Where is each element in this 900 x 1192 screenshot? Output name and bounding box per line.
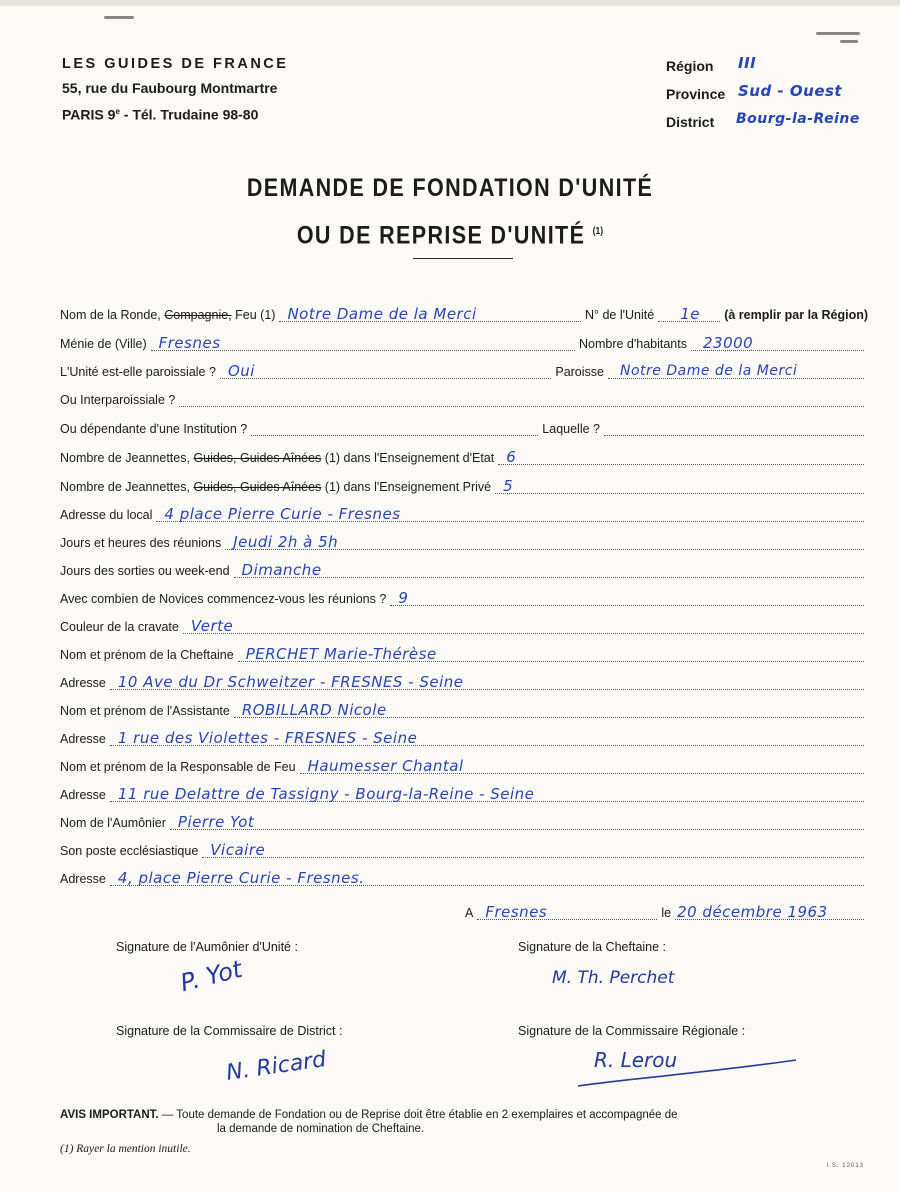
place-label: A (465, 906, 474, 920)
province-label: Province (666, 86, 726, 102)
form-title-line-2 (63, 210, 837, 257)
form-title-note: (1) (592, 226, 604, 237)
row-responsable (60, 752, 868, 774)
assistante-adresse-field[interactable] (110, 731, 864, 746)
novices-value: 9 (398, 589, 409, 607)
row-institution (60, 414, 868, 436)
prive-value: 5 (503, 477, 514, 495)
district-label: District (666, 114, 715, 130)
footnote: (1) Rayer la mention inutile. (60, 1143, 191, 1155)
sig-aumonier: P. Yot (177, 954, 246, 998)
paroisse-value: Notre Dame de la Merci (620, 363, 798, 379)
row-enseignement-etat (60, 443, 868, 465)
row-menie (60, 329, 868, 351)
row-aumonier-adresse (60, 864, 868, 886)
region-value[interactable]: III (738, 54, 757, 72)
org-city-phone (62, 100, 288, 127)
paroissiale-value: Oui (227, 362, 255, 380)
paper-top-edge (0, 0, 900, 6)
nom-ronde-field[interactable] (279, 307, 581, 322)
region-row (666, 52, 757, 80)
org-city-sup: e (115, 107, 120, 116)
sig-commissaire-regionale: R. Lerou (594, 1048, 678, 1072)
prive-label: Nombre de Jeannettes, Guides, Guides Aînées (1) dans l'Enseignement Privé (60, 480, 492, 494)
menie-value: Fresnes (158, 334, 221, 352)
province-row (666, 80, 843, 108)
local-label: Adresse du local (60, 508, 153, 522)
aumonier-label: Nom de l'Aumônier (60, 816, 166, 830)
avis-line-1 (60, 1108, 868, 1122)
form-title-line-1: DEMANDE DE FONDATION D'UNITÉ (246, 174, 654, 202)
sorties-field[interactable] (234, 563, 864, 578)
etat-label: Nombre de Jeannettes, Guides, Guides Aînées (1) dans l'Enseignement d'Etat (60, 451, 495, 465)
avis-head: AVIS IMPORTANT. (60, 1109, 159, 1121)
row-poste (60, 836, 868, 858)
reunions-value: Jeudi 2h à 5h (233, 533, 339, 551)
laquelle-label: Laquelle ? (542, 422, 600, 436)
cravate-value: Verte (190, 617, 234, 635)
sig-commissaire-district-label: Signature de la Commissaire de District : (116, 1024, 343, 1038)
org-name: LES GUIDES DE FRANCE (62, 56, 289, 72)
staple-mark-right (816, 32, 860, 35)
region-label: Région (666, 58, 714, 74)
row-novices (60, 584, 868, 606)
avis-important (60, 1108, 868, 1136)
cheftaine-value: PERCHET Marie-Thérèse (245, 645, 437, 663)
numero-note: (à remplir par la Région) (724, 308, 868, 322)
row-assistante-adresse (60, 724, 868, 746)
aumonier-value: Pierre Yot (177, 813, 255, 831)
reunions-field[interactable] (225, 535, 864, 550)
reunions-label: Jours et heures des réunions (60, 536, 222, 550)
row-place-date (465, 898, 868, 920)
sig-flourish (574, 1056, 800, 1092)
prive-field[interactable] (495, 479, 864, 494)
row-cravate (60, 612, 868, 634)
numero-field[interactable] (658, 307, 720, 322)
row-nom-ronde (60, 300, 868, 322)
institution-label: Ou dépendante d'une Institution ? (60, 422, 248, 436)
district-row (666, 108, 860, 136)
etat-field[interactable] (498, 450, 864, 465)
aumonier-adresse-field[interactable] (110, 871, 864, 886)
paroisse-field[interactable] (608, 364, 864, 379)
menie-label: Ménie de (Ville) (60, 337, 147, 351)
assistante-adresse-value: 1 rue des Violettes - FRESNES - Seine (117, 729, 418, 747)
row-cheftaine (60, 640, 868, 662)
region-block (666, 52, 860, 136)
row-responsable-adresse (60, 780, 868, 802)
sig-cheftaine: M. Th. Perchet (552, 968, 675, 988)
cravate-field[interactable] (183, 619, 864, 634)
sorties-value: Dimanche (241, 561, 322, 579)
avis-text-2: la demande de nomination de Cheftaine. (217, 1123, 425, 1135)
sig-aumonier-label: Signature de l'Aumônier d'Unité : (116, 940, 298, 954)
responsable-adresse-value: 11 rue Delattre de Tassigny - Bourg-la-Reine - Seine (117, 785, 535, 803)
menie-field[interactable] (151, 336, 575, 351)
habitants-label: Nombre d'habitants (578, 337, 687, 351)
novices-label: Avec combien de Novices commencez-vous les réunions ? (60, 592, 387, 606)
poste-value: Vicaire (210, 841, 266, 859)
assistante-adresse-label: Adresse (60, 732, 106, 746)
row-reunions (60, 528, 868, 550)
row-sorties (60, 556, 868, 578)
sig-cheftaine-label: Signature de la Cheftaine : (518, 940, 667, 954)
local-value: 4 place Pierre Curie - Fresnes (164, 505, 401, 523)
poste-label: Son poste ecclésiastique (60, 844, 199, 858)
assistante-label: Nom et prénom de l'Assistante (60, 704, 230, 718)
date-field[interactable] (675, 905, 864, 920)
interparoissiale-field[interactable] (179, 392, 864, 407)
date-value: 20 décembre 1963 (677, 903, 828, 921)
numero-label: N° de l'Unité (584, 308, 655, 322)
institution-field[interactable] (251, 421, 538, 436)
title-divider (413, 258, 513, 259)
sorties-label: Jours des sorties ou week-end (60, 564, 230, 578)
row-cheftaine-adresse (60, 668, 868, 690)
nom-ronde-label: Nom de la Ronde, Compagnie, Feu (1) (60, 308, 276, 322)
cheftaine-adresse-value: 10 Ave du Dr Schweitzer - FRESNES - Seine (117, 673, 464, 691)
responsable-adresse-label: Adresse (60, 788, 106, 802)
cravate-label: Couleur de la cravate (60, 620, 179, 634)
org-address: 55, rue du Faubourg Montmartre (62, 80, 278, 96)
sig-commissaire-district: N. Ricard (224, 1047, 328, 1086)
assistante-value: ROBILLARD Nicole (241, 701, 387, 719)
row-paroissiale (60, 357, 868, 379)
form-title (63, 166, 837, 257)
habitants-field[interactable] (691, 336, 864, 351)
responsable-label: Nom et prénom de la Responsable de Feu (60, 760, 296, 774)
cheftaine-field[interactable] (238, 647, 864, 662)
print-code: I.S. 12013 (826, 1163, 864, 1169)
row-aumonier (60, 808, 868, 830)
novices-field[interactable] (390, 591, 864, 606)
org-city: PARIS 9 (62, 106, 116, 123)
paroissiale-field[interactable] (220, 364, 551, 379)
assistante-field[interactable] (234, 703, 864, 718)
nom-ronde-value: Notre Dame de la Merci (287, 305, 477, 323)
org-phone: - Tél. Trudaine 98-80 (119, 106, 259, 123)
province-value[interactable]: Sud - Ouest (738, 82, 843, 100)
sig-commissaire-regionale-label: Signature de la Commissaire Régionale : (518, 1024, 746, 1038)
avis-text-1: — Toute demande de Fondation ou de Reprise doit être établie en 2 exemplaires et accompagnée de (158, 1109, 678, 1121)
row-enseignement-prive (60, 472, 868, 494)
place-value: Fresnes (485, 903, 548, 921)
form-title-line-2-text: OU DE REPRISE D'UNITÉ (296, 221, 586, 250)
habitants-value: 23000 (703, 334, 754, 352)
cheftaine-label: Nom et prénom de la Cheftaine (60, 648, 234, 662)
row-local (60, 500, 868, 522)
district-value[interactable]: Bourg-la-Reine (736, 111, 860, 127)
row-assistante (60, 696, 868, 718)
local-field[interactable] (156, 507, 864, 522)
interparoissiale-label: Ou Interparoissiale ? (60, 393, 176, 407)
place-field[interactable] (477, 905, 657, 920)
paroissiale-label: L'Unité est-elle paroissiale ? (60, 365, 216, 379)
paroisse-label: Paroisse (555, 365, 604, 379)
aumonier-adresse-value: 4, place Pierre Curie - Fresnes. (117, 869, 365, 887)
aumonier-field[interactable] (170, 815, 864, 830)
poste-field[interactable] (202, 843, 864, 858)
responsable-field[interactable] (300, 759, 864, 774)
aumonier-adresse-label: Adresse (60, 872, 106, 886)
organisation-header (62, 52, 288, 127)
date-label: le (661, 906, 672, 920)
responsable-adresse-field[interactable] (110, 787, 864, 802)
row-interparoissiale (60, 385, 868, 407)
cheftaine-adresse-field[interactable] (110, 675, 864, 690)
laquelle-field[interactable] (604, 421, 864, 436)
staple-mark-left (104, 16, 134, 19)
cheftaine-adresse-label: Adresse (60, 676, 106, 690)
etat-value: 6 (506, 448, 517, 466)
responsable-value: Haumesser Chantal (307, 757, 464, 775)
numero-value: 1e (680, 305, 700, 323)
staple-mark-right-2 (840, 40, 858, 43)
